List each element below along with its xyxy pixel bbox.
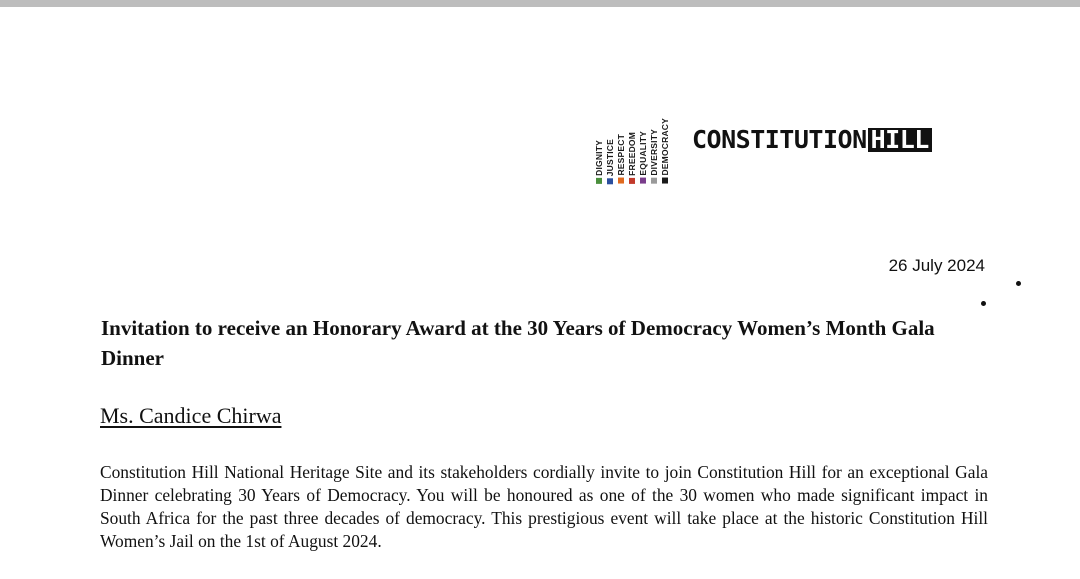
value-label: DEMOCRACY	[660, 118, 670, 176]
value-label: EQUALITY	[638, 131, 648, 176]
freedom-color-mark	[629, 178, 635, 184]
respect-color-mark	[618, 178, 624, 184]
value-label: RESPECT	[616, 134, 626, 176]
value-label: DIVERSITY	[649, 129, 659, 176]
value-respect	[616, 134, 626, 184]
stray-dot-mark	[1016, 281, 1021, 286]
equality-color-mark	[640, 178, 646, 184]
constitution-hill-logo	[594, 100, 932, 184]
logo-name-main: CONSTITUTION	[692, 125, 867, 154]
logo-name-box: HILL	[868, 128, 932, 152]
value-democracy	[660, 118, 670, 184]
justice-color-mark	[607, 178, 613, 184]
value-diversity	[649, 129, 659, 184]
stray-dot-mark	[981, 301, 986, 306]
letter-date: 26 July 2024	[888, 256, 985, 275]
democracy-color-mark	[662, 178, 668, 184]
letter-body-paragraph: Constitution Hill National Heritage Site and its stakeholders cordially invite to join Constitution Hill for an exceptional Gala Dinner celebrating 30 Years of Democracy. You will be honoured as one of the 30 women who made significant impact in South Africa for the past three decades of democracy. This prestigious event will take place at the historic Constitution Hill Women’s Jail on the 1st of August 2024.	[100, 462, 988, 551]
top-border	[0, 0, 1080, 7]
value-freedom	[627, 132, 637, 184]
recipient-name: Ms. Candice Chirwa	[100, 403, 282, 428]
diversity-color-mark	[651, 178, 657, 184]
value-dignity	[594, 140, 604, 184]
value-justice	[605, 139, 615, 184]
value-label: DIGNITY	[594, 140, 604, 176]
dignity-color-mark	[596, 178, 602, 184]
value-label: FREEDOM	[627, 132, 637, 176]
value-label: JUSTICE	[605, 138, 615, 176]
values-column-list	[594, 100, 670, 184]
letter-heading: Invitation to receive an Honorary Award at the 30 Years of Democracy Women’s Month Gala Dinner	[101, 316, 935, 370]
value-equality	[638, 131, 648, 184]
logo-wordmark	[692, 125, 932, 154]
